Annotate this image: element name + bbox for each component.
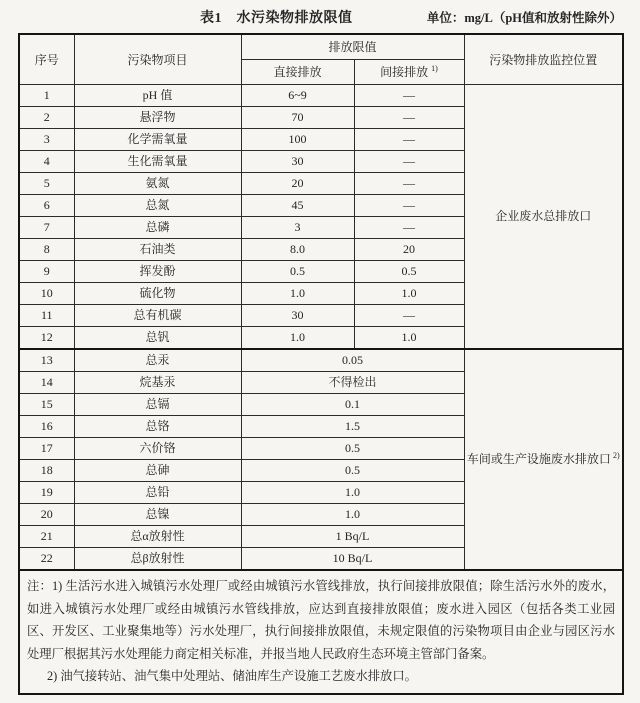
header-indirect-label: 间接排放 bbox=[380, 65, 429, 79]
serial-number-cell: 7 bbox=[19, 217, 74, 239]
indirect-limit-cell: 20 bbox=[354, 239, 464, 261]
pollutant-name-cell: 总氮 bbox=[74, 195, 241, 217]
limit-cell: 1.0 bbox=[241, 482, 464, 504]
serial-number-cell: 19 bbox=[19, 482, 74, 504]
pollutant-name-cell: 石油类 bbox=[74, 239, 241, 261]
pollutant-name-cell: 总铬 bbox=[74, 416, 241, 438]
table-footer bbox=[19, 570, 623, 694]
serial-number-cell: 4 bbox=[19, 151, 74, 173]
table-row bbox=[19, 85, 623, 107]
indirect-limit-cell: — bbox=[354, 151, 464, 173]
direct-limit-cell: 30 bbox=[241, 305, 354, 327]
serial-number-cell: 17 bbox=[19, 438, 74, 460]
limit-cell: 1.5 bbox=[241, 416, 464, 438]
pollutant-name-cell: 总镍 bbox=[74, 504, 241, 526]
serial-number-cell: 20 bbox=[19, 504, 74, 526]
note-cell bbox=[19, 570, 623, 694]
limit-cell: 0.5 bbox=[241, 438, 464, 460]
indirect-limit-cell: — bbox=[354, 107, 464, 129]
note-row bbox=[19, 570, 623, 694]
pollutant-name-cell: 总镉 bbox=[74, 394, 241, 416]
limit-cell: 1 Bq/L bbox=[241, 526, 464, 548]
direct-limit-cell: 100 bbox=[241, 129, 354, 151]
unit-label: 单位：mg/L（pH值和放射性除外） bbox=[426, 11, 622, 25]
direct-limit-cell: 3 bbox=[241, 217, 354, 239]
indirect-limit-cell: 0.5 bbox=[354, 261, 464, 283]
direct-limit-cell: 20 bbox=[241, 173, 354, 195]
serial-number-cell: 6 bbox=[19, 195, 74, 217]
pollutant-name-cell: 烷基汞 bbox=[74, 372, 241, 394]
footnote-ref-2: 2) bbox=[610, 451, 620, 460]
indirect-limit-cell: — bbox=[354, 305, 464, 327]
header-discharge-limits: 排放限值 bbox=[241, 34, 464, 60]
pollutant-name-cell: 总磷 bbox=[74, 217, 241, 239]
pollutant-name-cell: 悬浮物 bbox=[74, 107, 241, 129]
pollutant-name-cell: 挥发酚 bbox=[74, 261, 241, 283]
header-indirect-discharge bbox=[354, 60, 464, 85]
note-paragraph-1: 注：1) 生活污水进入城镇污水处理厂或经由城镇污水管线排放，执行间接排放限值；除生活污水外的废水，如进入城镇污水处理厂或经由城镇污水管线排放，应达到直接排放限值；废水进入园区（包括各类工业园区、开发区、工业聚集地等）污水处理厂，执行间接排放限值，未规定限值的污染物项目由企业与园区污水处理厂根据其污水处理能力商定相关标准，并报当地人民政府生态环境主管部门备案。 bbox=[27, 579, 616, 661]
indirect-limit-cell: — bbox=[354, 195, 464, 217]
indirect-limit-cell: — bbox=[354, 85, 464, 107]
indirect-limit-cell: — bbox=[354, 173, 464, 195]
pollutant-name-cell: 总汞 bbox=[74, 349, 241, 372]
serial-number-cell: 15 bbox=[19, 394, 74, 416]
monitoring-location-label: 车间或生产设施废水排放口 bbox=[466, 452, 611, 466]
header-serial-number: 序号 bbox=[19, 34, 74, 85]
monitoring-location-cell bbox=[464, 349, 623, 570]
pollutant-name-cell: 总β放射性 bbox=[74, 548, 241, 571]
direct-limit-cell: 0.5 bbox=[241, 261, 354, 283]
serial-number-cell: 14 bbox=[19, 372, 74, 394]
serial-number-cell: 11 bbox=[19, 305, 74, 327]
indirect-limit-cell: 1.0 bbox=[354, 283, 464, 305]
pollutant-name-cell: 化学需氧量 bbox=[74, 129, 241, 151]
pollutant-name-cell: 总砷 bbox=[74, 460, 241, 482]
indirect-limit-cell: — bbox=[354, 129, 464, 151]
table-body bbox=[19, 85, 623, 571]
limit-cell: 不得检出 bbox=[241, 372, 464, 394]
direct-limit-cell: 70 bbox=[241, 107, 354, 129]
pollutant-name-cell: pH 值 bbox=[74, 85, 241, 107]
direct-limit-cell: 45 bbox=[241, 195, 354, 217]
serial-number-cell: 16 bbox=[19, 416, 74, 438]
limit-cell: 0.5 bbox=[241, 460, 464, 482]
limit-cell: 10 Bq/L bbox=[241, 548, 464, 571]
monitoring-location-cell: 企业废水总排放口 bbox=[464, 85, 623, 350]
pollutant-name-cell: 总钒 bbox=[74, 327, 241, 350]
pollutant-name-cell: 氨氮 bbox=[74, 173, 241, 195]
serial-number-cell: 3 bbox=[19, 129, 74, 151]
note-paragraph-2: 2) 油气接转站、油气集中处理站、储油库生产设施工艺废水排放口。 bbox=[47, 669, 417, 683]
header-row-1 bbox=[19, 34, 623, 60]
header-direct-discharge: 直接排放 bbox=[241, 60, 354, 85]
pollutant-name-cell: 硫化物 bbox=[74, 283, 241, 305]
footnote-ref-1: 1) bbox=[431, 64, 438, 73]
indirect-limit-cell: — bbox=[354, 217, 464, 239]
serial-number-cell: 1 bbox=[19, 85, 74, 107]
serial-number-cell: 9 bbox=[19, 261, 74, 283]
serial-number-cell: 18 bbox=[19, 460, 74, 482]
table-title: 表1 水污染物排放限值 bbox=[200, 11, 353, 26]
pollutant-name-cell: 生化需氧量 bbox=[74, 151, 241, 173]
limit-cell: 0.1 bbox=[241, 394, 464, 416]
pollutant-name-cell: 总有机碳 bbox=[74, 305, 241, 327]
table-caption-line bbox=[0, 0, 640, 27]
serial-number-cell: 13 bbox=[19, 349, 74, 372]
serial-number-cell: 12 bbox=[19, 327, 74, 350]
pollutant-name-cell: 总铅 bbox=[74, 482, 241, 504]
limit-cell: 1.0 bbox=[241, 504, 464, 526]
serial-number-cell: 10 bbox=[19, 283, 74, 305]
pollutant-name-cell: 总α放射性 bbox=[74, 526, 241, 548]
serial-number-cell: 8 bbox=[19, 239, 74, 261]
direct-limit-cell: 30 bbox=[241, 151, 354, 173]
pollutant-limits-table bbox=[18, 33, 624, 695]
direct-limit-cell: 1.0 bbox=[241, 327, 354, 350]
indirect-limit-cell: 1.0 bbox=[354, 327, 464, 350]
table-row bbox=[19, 349, 623, 372]
header-monitoring-location: 污染物排放监控位置 bbox=[464, 34, 623, 85]
direct-limit-cell: 8.0 bbox=[241, 239, 354, 261]
serial-number-cell: 5 bbox=[19, 173, 74, 195]
pollutant-name-cell: 六价铬 bbox=[74, 438, 241, 460]
header-pollutant-item: 污染物项目 bbox=[74, 34, 241, 85]
serial-number-cell: 22 bbox=[19, 548, 74, 571]
table-header bbox=[19, 34, 623, 85]
direct-limit-cell: 1.0 bbox=[241, 283, 354, 305]
serial-number-cell: 21 bbox=[19, 526, 74, 548]
limit-cell: 0.05 bbox=[241, 349, 464, 372]
direct-limit-cell: 6~9 bbox=[241, 85, 354, 107]
serial-number-cell: 2 bbox=[19, 107, 74, 129]
